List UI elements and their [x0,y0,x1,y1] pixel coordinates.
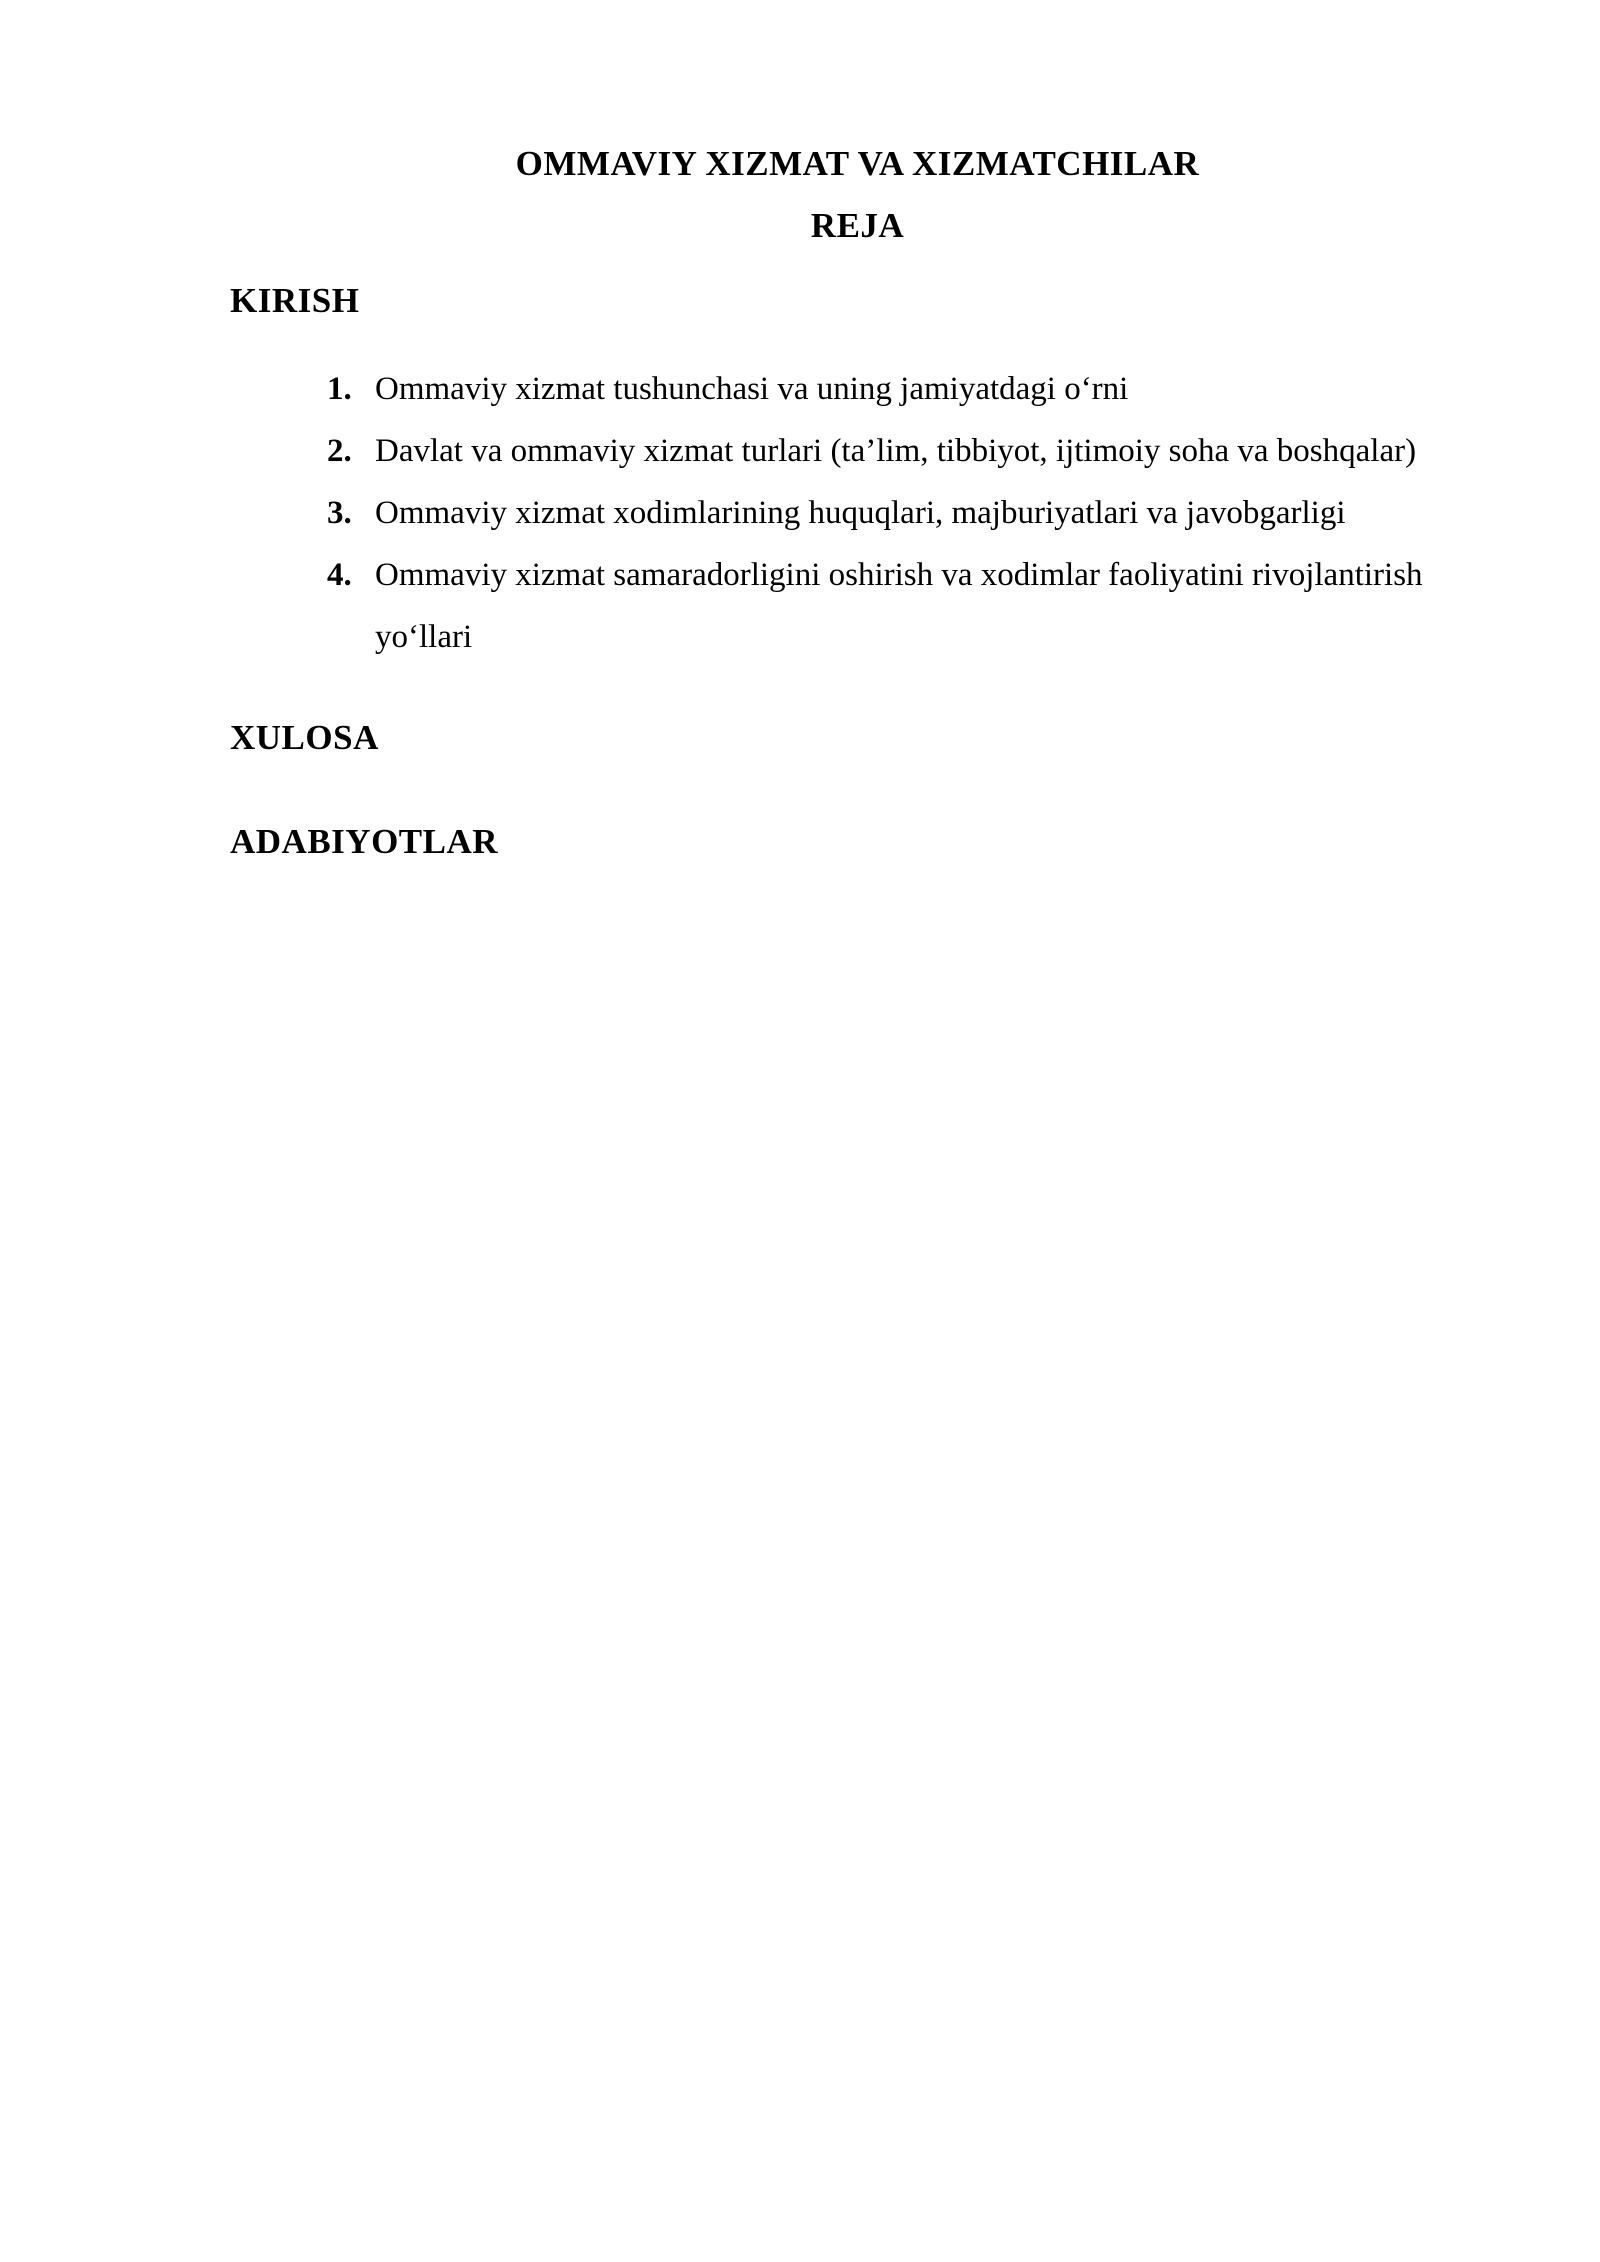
plan-item-1 [230,358,1485,420]
plan-item-4-text: Ommaviy xizmat samaradorligini oshirish va xodimlar faoliyatini rivojlantirish yo‘llari [375,557,1423,655]
plan-item-2 [230,420,1485,482]
plan-item-3-number: 3. [327,495,352,531]
plan-item-2-text: Davlat va ommaviy xizmat turlari (ta’lim, tibbiyot, ijtimoiy soha va boshqalar) [375,433,1417,469]
section-heading-adabiyotlar: ADABIYOTLAR [230,822,499,861]
plan-list [230,358,1485,668]
plan-item-2-number: 2. [327,433,352,469]
plan-item-3 [230,482,1485,544]
document-content [0,0,1600,873]
document-subtitle-reja: REJA [810,206,905,245]
plan-item-1-number: 1. [327,371,352,407]
section-heading-xulosa: XULOSA [230,718,379,757]
document-title: OMMAVIY XIZMAT VA XIZMATCHILAR [515,144,1200,183]
plan-item-3-text: Ommaviy xizmat xodimlarining huquqlari, majburiyatlari va javobgarligi [375,495,1346,531]
plan-item-4 [230,544,1485,668]
section-heading-kirish: KIRISH [230,281,360,320]
plan-item-1-text: Ommaviy xizmat tushunchasi va uning jamiyatdagi o‘rni [375,371,1129,407]
plan-item-4-number: 4. [327,557,352,593]
